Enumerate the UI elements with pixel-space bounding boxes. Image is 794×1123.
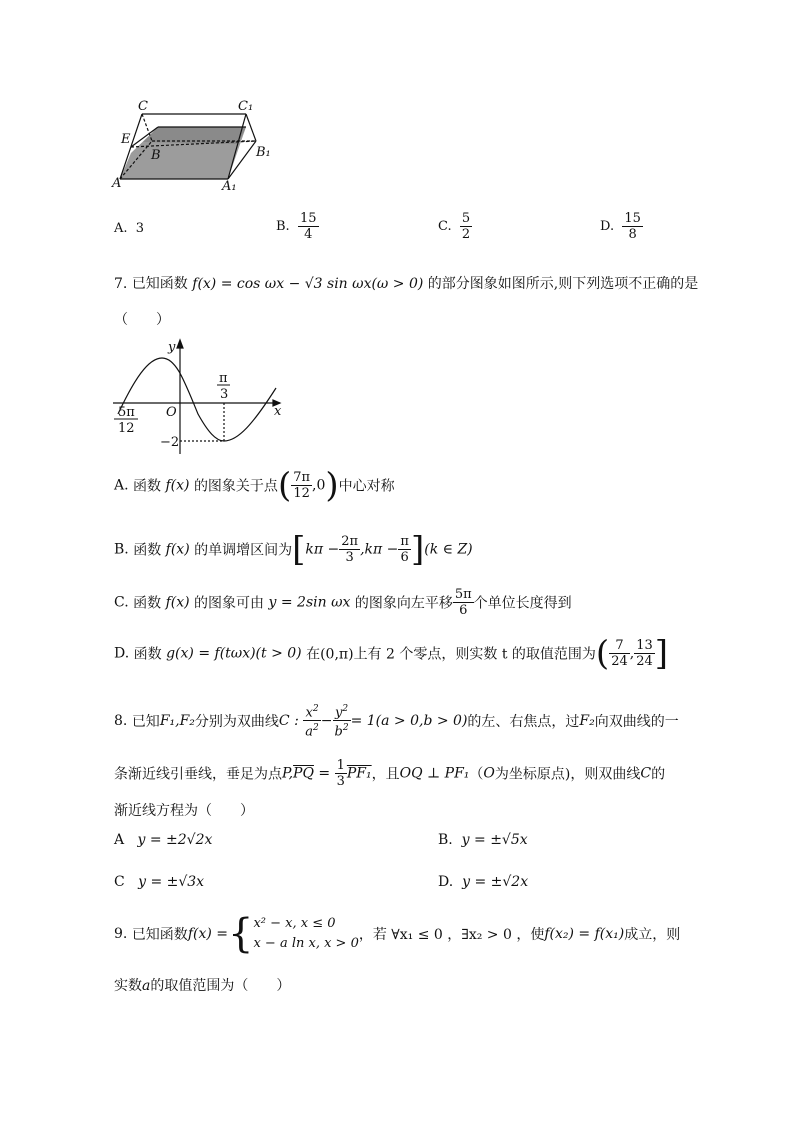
q7-option-c: C. 函数 f(x) 的图象可由 y = 2sin ωx 的图象向左平移 $\frac{5\pi}{6}$ 个单位长度得到 [114, 587, 572, 618]
q8-option-c: C y = ±√3x [114, 874, 205, 890]
q7-graph-x-label: x [274, 404, 282, 419]
q7-blank: （ ） [114, 312, 170, 328]
q7-option-b: B. 函数 f(x) 的单调增区间为[kπ − $\frac{2\pi}{3}$ ,kπ − $\frac{\pi}{6}$ ](k ∈ Z) [114, 529, 473, 570]
label-B: B [151, 148, 161, 163]
q7-graph-pi-num: π [219, 371, 228, 386]
label-C: C [138, 99, 148, 114]
label-A1: A₁ [222, 179, 237, 194]
q7-graph-neg-den: 12 [118, 421, 135, 436]
label-C1: C₁ [238, 99, 254, 114]
q8-line-3: 渐近线方程为（ ） [114, 803, 254, 819]
q8-option-a: A y = ±2√2x [114, 832, 213, 848]
q7-graph-min-label: −2 [160, 435, 180, 450]
q7-graph-origin: O [166, 405, 177, 420]
q6-option-a: A. 3 [114, 221, 145, 236]
q7-curve [118, 358, 276, 441]
q6-option-b: B. $\frac{15}{4}$ [276, 211, 317, 242]
q7-graph-neg-num: 5π [118, 405, 135, 420]
label-A: A [112, 176, 122, 191]
q6-option-c: C. $\frac{5}{2}$ [438, 211, 471, 242]
q6-option-d: D. $\frac{15}{8}$ [600, 211, 641, 242]
q8-option-d: D. y = ±√2x [438, 874, 529, 890]
q7-option-d: D. 函数 g(x) = f(tωx)(t > 0) 在(0,π)上有 2 个零点，则实数 t 的取值范围为( $\frac{7}{24}$ , $\frac{13}{24}$ ] [114, 633, 668, 674]
q8-line-1: 8. 已知F₁,F₂分别为双曲线C : $\frac{x^2}{a^2}$ − $\frac{y^2}{b^2}$ = 1(a > 0,b > 0)的左、右焦点，过F₂向双曲线的一 [114, 704, 679, 740]
q7-graph [108, 336, 288, 460]
q8-line-2: 条渐近线引垂线，垂足为点$P,\overline{PQ}$ = $\frac{1}{3}$ PF₁，且OQ ⊥ PF₁（O为坐标原点)，则双曲线C的 [114, 758, 666, 789]
label-E: E [121, 132, 131, 147]
q9-line-1: 9. 已知函数f(x) ={ x² − x, x ≤ 0 x − a ln x, x > 0 ，若 ∀x₁ ≤ 0 ，∃x₂ > 0 ，使f(x₂) = f(x₁)成立，则 [114, 911, 681, 957]
q7-graph-y-label: y [168, 340, 176, 355]
prism-figure [108, 96, 278, 196]
q7-stem: 7. 已知函数 f(x) = cos ωx − √3 sin ωx(ω > 0) 的部分图象如图所示,则下列选项不正确的是 [114, 276, 699, 292]
q7-graph-pi-den: 3 [220, 387, 229, 402]
q8-option-b: B. y = ±√5x [438, 832, 528, 848]
q9-line-2: 实数a的取值范围为（ ） [114, 978, 291, 994]
label-B1: B₁ [256, 145, 271, 160]
q7-option-a: A. 函数 f(x) 的图象关于点( $\frac{7\pi}{12}$ ,0)中心对称 [114, 465, 395, 506]
